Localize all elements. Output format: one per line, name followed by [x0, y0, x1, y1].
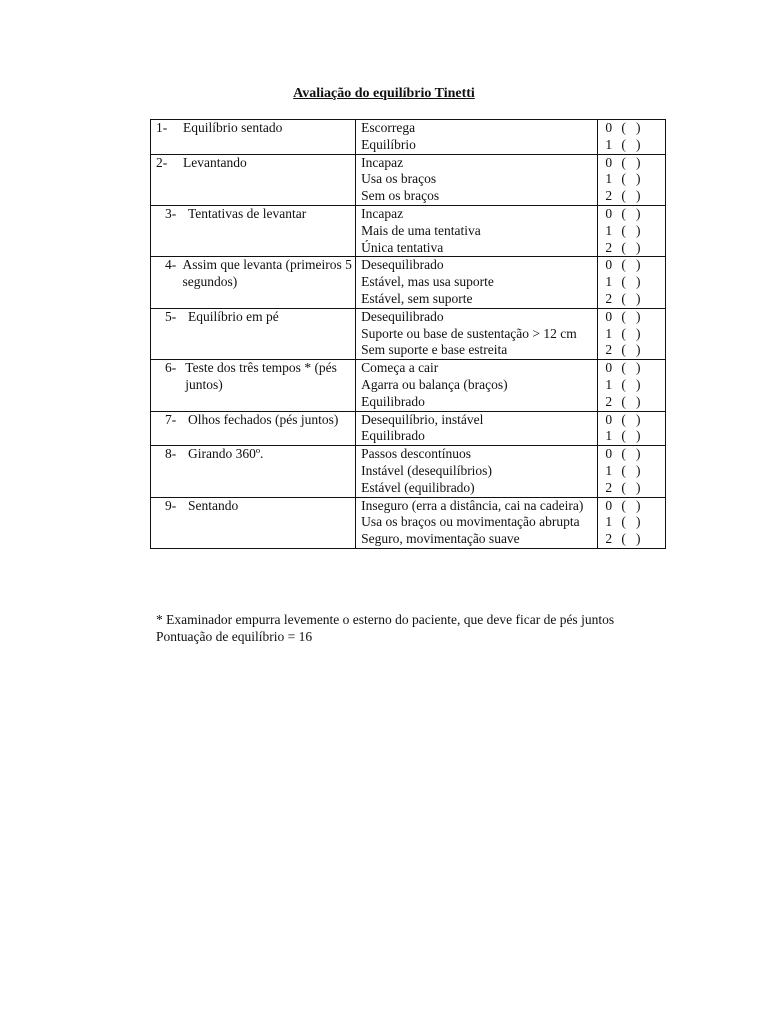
table-row — [151, 360, 666, 411]
option-text: Seguro, movimentação suave — [361, 531, 520, 547]
score-value: 1 — [605, 514, 613, 530]
score-value: 1 — [605, 376, 613, 392]
score-value: 2 — [605, 188, 613, 204]
option-text: Suporte ou base de sustentação > 12 cm — [361, 325, 577, 341]
item-cell — [151, 120, 356, 155]
scores-cell — [598, 360, 666, 411]
option-text: Desequilíbrio, instável — [361, 411, 484, 427]
option-text: Escorrega — [361, 120, 416, 135]
score-checkbox[interactable]: ( ) — [621, 479, 641, 495]
option-text: Incapaz — [361, 154, 404, 170]
tinetti-table — [150, 119, 666, 549]
score-value: 0 — [605, 360, 613, 376]
score-option[interactable] — [605, 498, 665, 515]
score-value: 1 — [605, 274, 613, 290]
score-checkbox[interactable]: ( ) — [621, 325, 641, 341]
score-checkbox[interactable]: ( ) — [621, 360, 641, 376]
score-option[interactable] — [605, 120, 665, 137]
score-value: 0 — [605, 497, 613, 513]
options-cell — [356, 308, 598, 359]
item-cell — [151, 257, 356, 308]
item-number: 7- — [165, 411, 177, 427]
score-option[interactable] — [605, 240, 665, 257]
score-checkbox[interactable]: ( ) — [621, 514, 641, 530]
score-option[interactable] — [605, 394, 665, 411]
options-cell — [356, 120, 598, 155]
scores-cell — [598, 120, 666, 155]
score-value: 0 — [605, 308, 613, 324]
scores-cell — [598, 497, 666, 548]
score-option[interactable] — [605, 171, 665, 188]
score-option[interactable] — [605, 377, 665, 394]
scores-cell — [598, 154, 666, 205]
item-label: Levantando — [183, 154, 247, 170]
table-row — [151, 205, 666, 256]
score-checkbox[interactable]: ( ) — [621, 308, 641, 324]
option-text: Desequilibrado — [361, 257, 444, 273]
item-cell — [151, 154, 356, 205]
option-text: Equilibrado — [361, 428, 425, 444]
option-text: Instável (desequilíbrios) — [361, 462, 492, 478]
scores-cell — [598, 257, 666, 308]
option-text: Usa os braços — [361, 171, 437, 187]
item-cell — [151, 205, 356, 256]
item-label: Olhos fechados (pés juntos) — [188, 411, 339, 427]
option-text: Mais de uma tentativa — [361, 222, 481, 238]
item-number: 8- — [165, 446, 177, 462]
table-row — [151, 308, 666, 359]
score-value: 2 — [605, 342, 613, 358]
scores-cell — [598, 205, 666, 256]
score-checkbox[interactable]: ( ) — [621, 462, 641, 478]
score-option[interactable] — [605, 480, 665, 497]
item-label: Equilíbrio sentado — [183, 120, 283, 135]
option-text: Sem suporte e base estreita — [361, 342, 508, 358]
score-checkbox[interactable]: ( ) — [621, 446, 641, 462]
item-label: Assim que levanta (primeiros 5 segundos) — [182, 257, 352, 290]
scores-cell — [598, 446, 666, 497]
item-label: Girando 360º. — [188, 446, 264, 462]
option-text: Desequilibrado — [361, 308, 444, 324]
score-option[interactable] — [605, 463, 665, 480]
score-checkbox[interactable]: ( ) — [621, 154, 641, 170]
option-text: Única tentativa — [361, 239, 444, 255]
item-number: 5- — [165, 308, 177, 324]
item-number: 2- — [156, 154, 168, 170]
score-checkbox[interactable]: ( ) — [621, 222, 641, 238]
score-checkbox[interactable]: ( ) — [621, 171, 641, 187]
item-label: Teste dos três tempos * (pés juntos) — [185, 360, 337, 392]
notes — [156, 612, 656, 646]
options-cell — [356, 257, 598, 308]
options-cell — [356, 497, 598, 548]
option-text: Inseguro (erra a distância, cai na cadeira) — [361, 497, 584, 513]
option-text: Equilibrado — [361, 393, 425, 409]
score-option[interactable] — [605, 428, 665, 445]
option-text: Usa os braços ou movimentação abrupta — [361, 514, 580, 530]
table-row — [151, 446, 666, 497]
table-row — [151, 120, 666, 155]
page-title: Avaliação do equilíbrio Tinetti — [293, 86, 475, 101]
item-number: 6- — [165, 360, 177, 376]
option-text: Estável, mas usa suporte — [361, 274, 494, 290]
score-option[interactable] — [605, 360, 665, 377]
option-text: Estável (equilibrado) — [361, 479, 475, 495]
score-value: 1 — [605, 171, 613, 187]
score-option[interactable] — [605, 342, 665, 359]
score-value: 1 — [605, 428, 613, 444]
score-value: 0 — [605, 411, 613, 427]
score-value: 2 — [605, 479, 613, 495]
option-text: Agarra ou balança (braços) — [361, 376, 508, 392]
score-checkbox[interactable]: ( ) — [621, 120, 641, 135]
option-text: Incapaz — [361, 205, 404, 221]
option-text: Equilíbrio — [361, 136, 416, 152]
score-option[interactable] — [605, 446, 665, 463]
score-value: 2 — [605, 393, 613, 409]
item-number: 1- — [156, 120, 168, 135]
item-cell — [151, 446, 356, 497]
item-label: Tentativas de levantar — [188, 205, 307, 221]
score-option[interactable] — [605, 326, 665, 343]
score-checkbox[interactable]: ( ) — [621, 428, 641, 444]
score-option[interactable] — [605, 309, 665, 326]
score-checkbox[interactable]: ( ) — [621, 497, 641, 513]
score-value: 0 — [605, 120, 613, 135]
score-option[interactable] — [605, 223, 665, 240]
score-value: 1 — [605, 325, 613, 341]
item-label: Equilíbrio em pé — [188, 308, 279, 324]
score-option[interactable] — [605, 155, 665, 172]
scores-cell — [598, 411, 666, 446]
table-row — [151, 497, 666, 548]
score-value: 1 — [605, 222, 613, 238]
score-option[interactable] — [605, 137, 665, 154]
score-option[interactable] — [605, 188, 665, 205]
item-number: 3- — [165, 205, 177, 221]
item-cell — [151, 411, 356, 446]
item-number: 4- — [165, 257, 177, 273]
footnote: * Examinador empurra levemente o esterno do paciente, que deve ficar de pés juntos — [156, 612, 615, 627]
options-cell — [356, 411, 598, 446]
item-cell — [151, 360, 356, 411]
score-option[interactable] — [605, 412, 665, 429]
table-row — [151, 411, 666, 446]
options-cell — [356, 205, 598, 256]
score-value: 0 — [605, 205, 613, 221]
score-option[interactable] — [605, 274, 665, 291]
score-checkbox[interactable]: ( ) — [621, 136, 641, 152]
option-text: Começa a cair — [361, 360, 439, 376]
score-checkbox[interactable]: ( ) — [621, 274, 641, 290]
options-cell — [356, 446, 598, 497]
options-cell — [356, 360, 598, 411]
score-checkbox[interactable]: ( ) — [621, 257, 641, 273]
score-checkbox[interactable]: ( ) — [621, 205, 641, 221]
table-row — [151, 257, 666, 308]
item-cell — [151, 308, 356, 359]
item-label: Sentando — [188, 497, 239, 513]
score-value: 1 — [605, 462, 613, 478]
table-row — [151, 154, 666, 205]
score-checkbox[interactable]: ( ) — [621, 290, 641, 306]
score-checkbox[interactable]: ( ) — [621, 393, 641, 409]
item-cell — [151, 497, 356, 548]
score-checkbox[interactable]: ( ) — [621, 342, 641, 358]
score-checkbox[interactable]: ( ) — [621, 239, 641, 255]
score-checkbox[interactable]: ( ) — [621, 376, 641, 392]
score-option[interactable] — [605, 257, 665, 274]
score-value: 0 — [605, 154, 613, 170]
score-value: 2 — [605, 290, 613, 306]
total-score: Pontuação de equilíbrio = 16 — [156, 628, 313, 644]
item-number: 9- — [165, 497, 177, 513]
score-value: 2 — [605, 531, 613, 547]
scores-cell — [598, 308, 666, 359]
option-text: Passos descontínuos — [361, 446, 471, 462]
score-value: 0 — [605, 446, 613, 462]
option-text: Estável, sem suporte — [361, 290, 473, 306]
score-checkbox[interactable]: ( ) — [621, 531, 641, 547]
score-option[interactable] — [605, 531, 665, 548]
options-cell — [356, 154, 598, 205]
score-option[interactable] — [605, 291, 665, 308]
score-option[interactable] — [605, 514, 665, 531]
score-value: 1 — [605, 136, 613, 152]
score-value: 2 — [605, 239, 613, 255]
score-value: 0 — [605, 257, 613, 273]
score-checkbox[interactable]: ( ) — [621, 411, 641, 427]
score-checkbox[interactable]: ( ) — [621, 188, 641, 204]
option-text: Sem os braços — [361, 188, 440, 204]
score-option[interactable] — [605, 206, 665, 223]
